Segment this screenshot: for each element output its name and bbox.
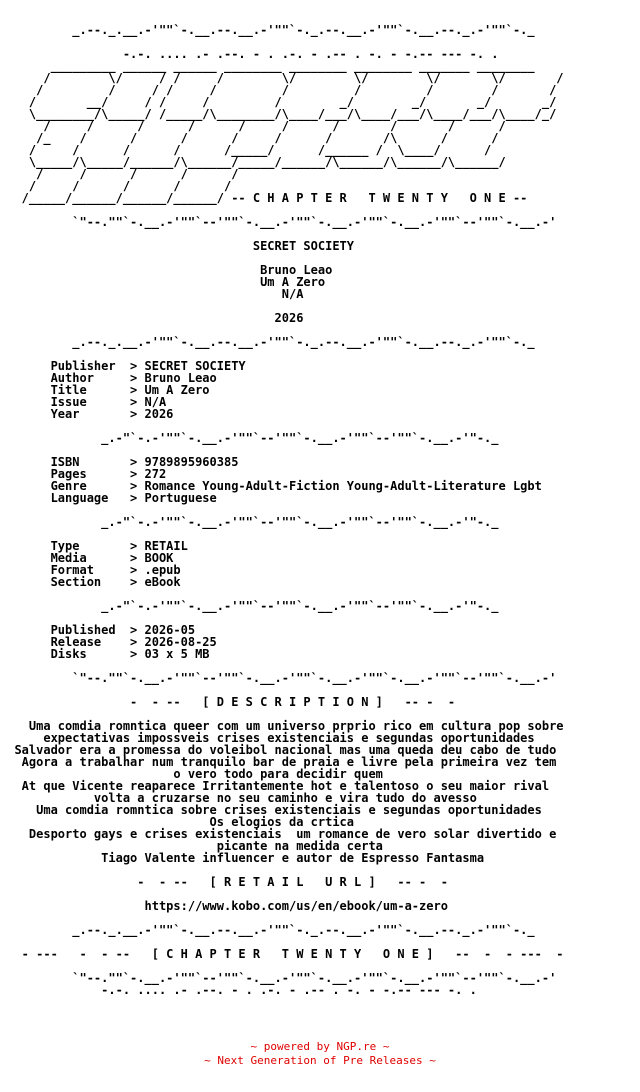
- nfo-line: - --- - - -- [ C H A P T E R T W E N T Y O N E ] -- - - --- -: [0, 947, 564, 961]
- nfo-line: Desporto gays e crises existenciais um romance de vero solar divertido e: [0, 827, 557, 841]
- nfo-line: \_____/\_____/______/\______/_____/______/\______/\______/\______/: [0, 155, 506, 169]
- nfo-line: Salvador era a promessa do voleibol nacional mas uma queda deu cabo de tudo: [0, 743, 557, 757]
- nfo-line: N/A: [0, 287, 304, 301]
- nfo-line: 2026: [0, 311, 304, 325]
- nfo-line: / / / / / / / / / /: [0, 83, 557, 97]
- nfo-line: /_ / / / / / / /\ / /: [0, 131, 499, 145]
- nfo-line: o vero todo para decidir quem: [0, 767, 383, 781]
- nfo-line: _.-"`-.-'""`-.__.-'""`--'""`-.__.-'""`--'""`-.__.-'"-._: [0, 599, 499, 613]
- nfo-line: / / / / /: [0, 179, 232, 193]
- nfo-line[interactable]: https://www.kobo.com/us/en/ebook/um-a-zero: [0, 899, 448, 913]
- nfo-line: / / / / /_____/ /______ / \____/ /: [0, 143, 492, 157]
- nfo-line: ISBN > 9789895960385: [0, 455, 239, 469]
- nfo-line: - - -- [ D E S C R I P T I O N ] -- - -: [0, 695, 456, 709]
- nfo-line: picante na medida certa: [0, 839, 383, 853]
- nfo-line: Issue > N/A: [0, 395, 167, 409]
- nfo-line: -.-. .... .- .--. - . .-. - .-- . -. - -.-- --- -. .: [0, 47, 499, 61]
- nfo-line: Section > eBook: [0, 575, 181, 589]
- nfo-line: Author > Bruno Leao: [0, 371, 217, 385]
- nfo-line: \________/\_____/ /_____/\________/\____/___/\____/___/\____/___/\____/_/: [0, 107, 557, 121]
- nfo-line: /_____/______/______/______/ -- C H A P T E R T W E N T Y O N E --: [0, 191, 528, 205]
- nfo-line: Agora a trabalhar num tranquilo bar de praia e livre pela primeira vez tem: [0, 755, 557, 769]
- nfo-line: `"--.""`-.__.-'""`--'""`-.__.-'""`-.__.-'""`-.__.-'""`--'""`-.__.-': [0, 671, 557, 685]
- nfo-line: _________ ______ ______ ________ ________ ________ _______ ________: [0, 59, 535, 73]
- nfo-line: _.--._.__.-'""`-.__.--.__.-'""`-._.--.__.-'""`-.__.--._.-'""`-._: [0, 23, 535, 37]
- nfo-line: Format > .epub: [0, 563, 181, 577]
- nfo-line: _.--._.__.-'""`-.__.--.__.-'""`-._.--.__.-'""`-.__.--._.-'""`-._: [0, 335, 535, 349]
- nfo-line: expectativas impossveis crises existenciais e segundas oportunidades: [0, 731, 535, 745]
- nfo-line: Title > Um A Zero: [0, 383, 210, 397]
- nfo-line: Release > 2026-08-25: [0, 635, 217, 649]
- nfo-line: _.-"`-.-'""`-.__.-'""`--'""`-.__.-'""`--'""`-.__.-'"-._: [0, 515, 499, 529]
- nfo-line: Os elogios da crtica: [0, 815, 355, 829]
- nfo-line: Tiago Valente influencer e autor de Espresso Fantasma: [0, 851, 485, 865]
- footer-tagline: ~ Next Generation of Pre Releases ~: [204, 1054, 436, 1067]
- nfo-line: volta a cruzarse no seu caminho e vira tudo do avesso: [0, 791, 477, 805]
- footer-powered-by: ~ powered by NGP.re ~: [250, 1040, 390, 1053]
- nfo-line: Um A Zero: [0, 275, 326, 289]
- nfo-line: Year > 2026: [0, 407, 174, 421]
- nfo-line: Published > 2026-05: [0, 623, 196, 637]
- nfo-line: Type > RETAIL: [0, 539, 188, 553]
- nfo-line: / __/ / / / / _/ _/ _/ _/: [0, 95, 557, 109]
- nfo-line: Uma comdia romntica queer com um universo prprio rico em cultura pop sobre: [0, 719, 564, 733]
- nfo-line: / \/ / / / \/ \/ \/ \/ /: [0, 71, 564, 85]
- nfo-line: -.-. .... .- .--. - . .-. - .-- . -. - -.-- --- -. .: [0, 983, 477, 997]
- nfo-line: Bruno Leao: [0, 263, 333, 277]
- nfo-line: - - -- [ R E T A I L U R L ] -- - -: [0, 875, 448, 889]
- nfo-text-block: [0, 24, 640, 996]
- nfo-line: `"--.""`-.__.-'""`--'""`-.__.-'""`-.__.-'""`-.__.-'""`--'""`-.__.-': [0, 971, 557, 985]
- nfo-line: At que Vicente reaparece Irritantemente hot e talentoso o seu maior rival: [0, 779, 550, 793]
- nfo-line: Uma comdia romntica sobre crises existenciais e segundas oportunidades: [0, 803, 542, 817]
- nfo-line: Genre > Romance Young-Adult-Fiction Young-Adult-Literature Lgbt: [0, 479, 542, 493]
- nfo-line: / / / / / / / / / /: [0, 119, 506, 133]
- nfo-line: Pages > 272: [0, 467, 167, 481]
- nfo-line: `"--.""`-.__.-'""`--'""`-.__.-'""`-.__.-'""`-.__.-'""`--'""`-.__.-': [0, 215, 557, 229]
- nfo-line: Media > BOOK: [0, 551, 174, 565]
- nfo-line: _.--._.__.-'""`-.__.--.__.-'""`-._.--.__.-'""`-.__.--._.-'""`-._: [0, 923, 535, 937]
- nfo-line: Language > Portuguese: [0, 491, 217, 505]
- nfo-line: _.-"`-.-'""`-.__.-'""`--'""`-.__.-'""`--'""`-.__.-'"-._: [0, 431, 499, 445]
- nfo-line: SECRET SOCIETY: [0, 239, 355, 253]
- nfo-line: Disks > 03 x 5 MB: [0, 647, 210, 661]
- nfo-line: / / / / /: [0, 167, 239, 181]
- nfo-line: Publisher > SECRET SOCIETY: [0, 359, 246, 373]
